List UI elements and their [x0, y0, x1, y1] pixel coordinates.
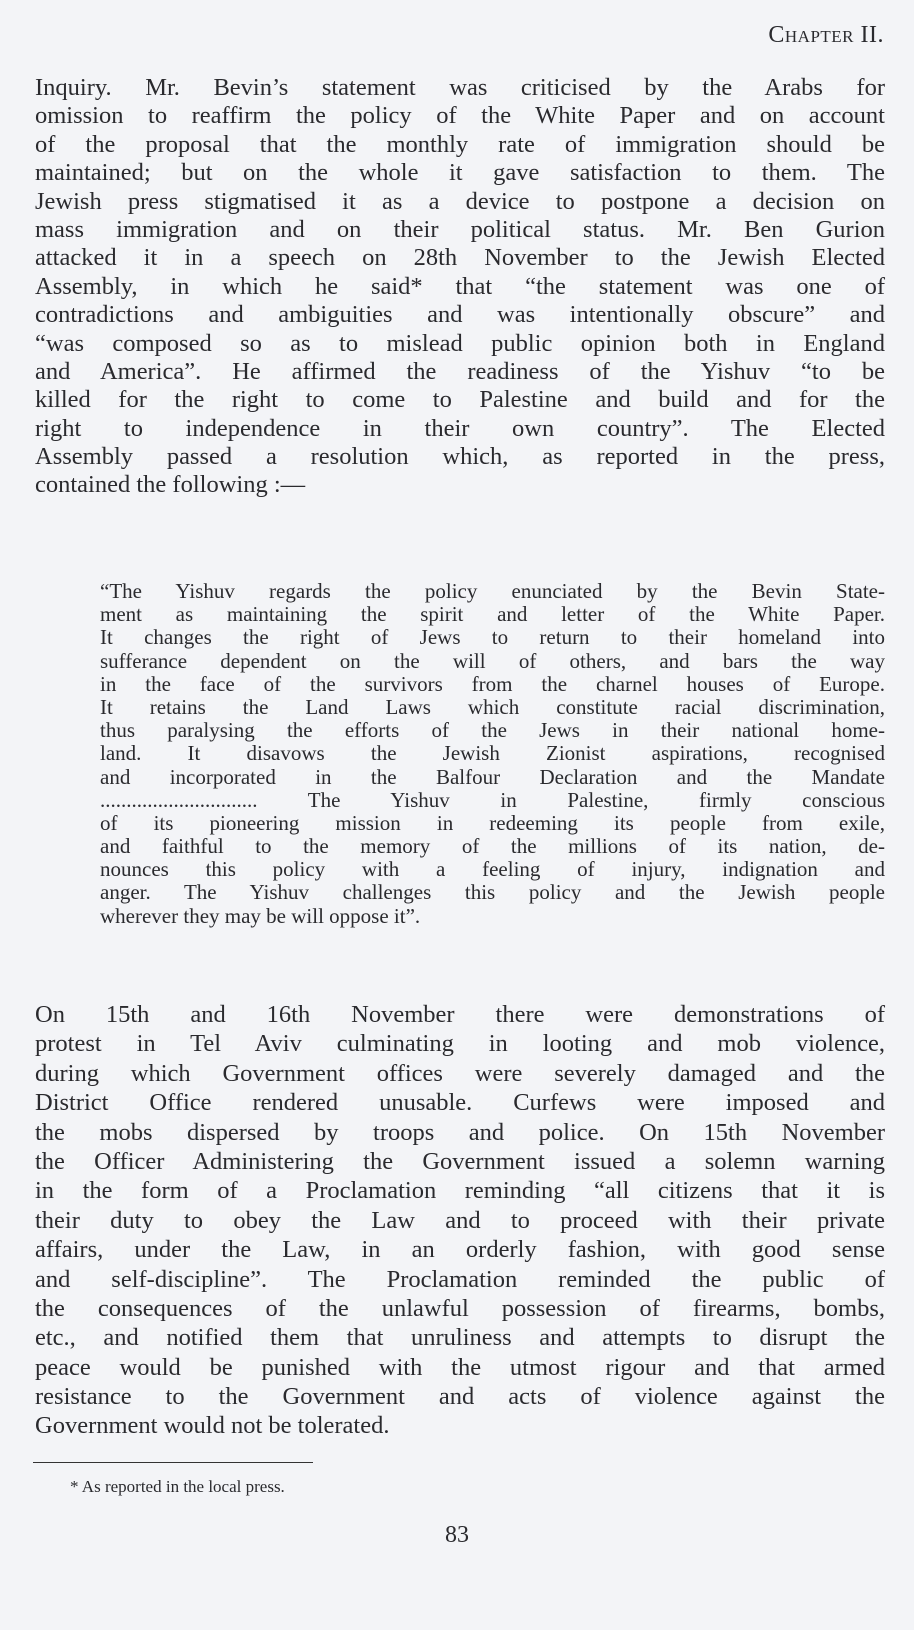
text-line: Jewish press stigmatised it as a device to postpone a decision on — [35, 187, 885, 215]
text-line: sufferance dependent on the will of others, and bars the way — [100, 648, 885, 673]
text-line: anger. The Yishuv challenges this policy and the Jewish people — [100, 880, 885, 905]
text-line: wherever they may be will oppose it”. — [100, 903, 421, 928]
text-line: in the form of a Proclamation reminding “all citizens that it is — [35, 1177, 885, 1205]
text-line: killed for the right to come to Palestine and build and for the — [35, 386, 885, 414]
text-line: in the face of the survivors from the charnel houses of Europe. — [100, 671, 885, 696]
text-line: right to independence in their own country”. The Elected — [35, 414, 885, 442]
text-line: District Office rendered unusable. Curfews were imposed and — [35, 1089, 885, 1117]
text-line: their duty to obey the Law and to proceed with their private — [35, 1206, 885, 1234]
footnote: * As reported in the local press. — [70, 1477, 285, 1496]
text-line: land. It disavows the Jewish Zionist aspirations, recognised — [100, 741, 885, 766]
text-line: and faithful to the memory of the millions of its nation, de- — [100, 834, 885, 859]
text-line: and incorporated in the Balfour Declaration and the Mandate — [100, 764, 885, 789]
chapter-header: Chapter II. — [768, 22, 884, 48]
text-line: It retains the Land Laws which constitute racial discrimination, — [100, 694, 885, 719]
text-line: “was composed so as to mislead public opinion both in England — [35, 329, 885, 357]
footnote-divider — [33, 1462, 313, 1463]
text-line: ment as maintaining the spirit and letter of the White Paper. — [100, 602, 885, 627]
text-line: thus paralysing the efforts of the Jews in their national home- — [100, 718, 885, 743]
text-line: Assembly, in which he said* that “the statement was one of — [35, 272, 885, 300]
text-line: Assembly passed a resolution which, as reported in the press, — [35, 443, 885, 471]
text-line: protest in Tel Aviv culminating in looting and mob violence, — [35, 1030, 885, 1058]
text-line: contradictions and ambiguities and was intentionally obscure” and — [35, 301, 885, 329]
text-line: maintained; but on the whole it gave satisfaction to them. The — [35, 159, 885, 187]
text-line: and self-discipline”. The Proclamation reminded the public of — [35, 1265, 885, 1293]
text-line: etc., and notified them that unruliness and attempts to disrupt the — [35, 1324, 885, 1352]
text-line: of its pioneering mission in redeeming its people from exile, — [100, 810, 885, 835]
text-line: the mobs dispersed by troops and police. On 15th November — [35, 1118, 885, 1146]
text-line: the consequences of the unlawful possession of firearms, bombs, — [35, 1294, 885, 1322]
text-line: peace would be punished with the utmost rigour and that armed — [35, 1353, 885, 1381]
text-line: “The Yishuv regards the policy enunciated by the Bevin State- — [100, 579, 885, 603]
resolution-quote — [100, 580, 885, 928]
text-line: the Officer Administering the Government issued a solemn warning — [35, 1147, 885, 1175]
text-line: nounces this policy with a feeling of injury, indignation and — [100, 857, 885, 882]
text-line: during which Government offices were severely damaged and the — [35, 1059, 885, 1087]
paragraph-2 — [35, 1000, 885, 1441]
text-line: Inquiry. Mr. Bevin’s statement was criticised by the Arabs for — [35, 74, 885, 101]
text-line: On 15th and 16th November there were demonstrations of — [35, 1001, 885, 1028]
text-line: attacked it in a speech on 28th November to the Jewish Elected — [35, 244, 885, 272]
text-line: and America”. He affirmed the readiness of the Yishuv “to be — [35, 357, 885, 385]
text-line: Government would not be tolerated. — [35, 1412, 390, 1440]
text-line: .............................. The Yishuv in Palestine, firmly conscious — [100, 787, 885, 812]
text-line: mass immigration and on their political status. Mr. Ben Gurion — [35, 215, 885, 243]
paragraph-1 — [35, 74, 885, 500]
text-line: omission to reaffirm the policy of the White Paper and on account — [35, 102, 885, 130]
text-line: affairs, under the Law, in an orderly fashion, with good sense — [35, 1236, 885, 1264]
text-line: of the proposal that the monthly rate of immigration should be — [35, 130, 885, 158]
text-line: resistance to the Government and acts of violence against the — [35, 1383, 885, 1411]
page-number: 83 — [445, 1522, 469, 1548]
text-line: It changes the right of Jews to return to their homeland into — [100, 625, 885, 650]
text-line: contained the following :— — [35, 471, 306, 499]
